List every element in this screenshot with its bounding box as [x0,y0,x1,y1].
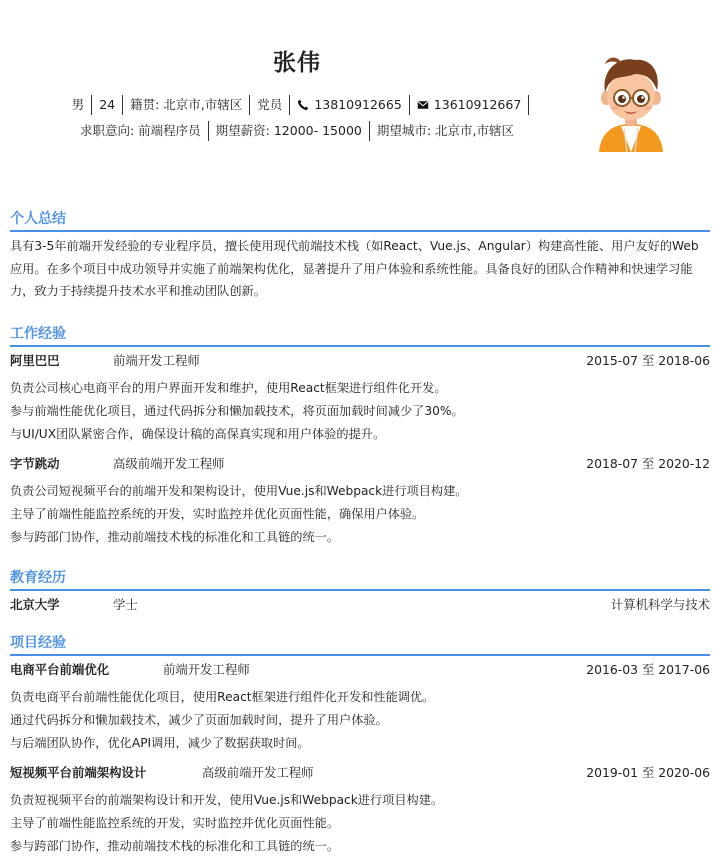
expected-city: 期望城市: 北京市,市辖区 [376,123,515,138]
political-status: 党员 [250,95,290,115]
phone-icon [297,99,309,111]
duty-line: 参与前端性能优化项目，通过代码拆分和懒加载技术，将页面加载时间减少了30%。 [10,403,464,418]
job-date: 2018-07 至 2020-12 [586,456,710,472]
duty-line: 主导了前端性能监控系统的开发，实时监控并优化页面性能，确保用户体验。 [10,507,425,522]
project-line: 与后端团队协作，优化API调用，减少了数据获取时间。 [10,735,310,750]
summary-section [10,208,710,303]
project-header [10,762,710,784]
project-line: 主导了前端性能监控系统的开发，实时监控并优化页面性能。 [10,816,340,831]
envelope-icon [417,99,429,111]
project-line: 负责短视频平台的前端架构设计和开发，使用Vue.js和Webpack进行项目构建。 [10,793,444,808]
project-role: 高级前端开发工程师 [202,765,314,781]
project-header [10,659,710,681]
summary-text: 具有3-5年前端开发经验的专业程序员，擅长使用现代前端技术栈（如React、Vue.js、Angular）构建高性能、用户友好的Web应用。在多个项目中成功领导并实施了前端架构优化，显著提升了用户体验和系统性能。具备良好的团队合作精神和快速学习能力，致力于持续提升技术水平和推动团队创新。 [10,239,699,298]
summary-title: 个人总结 [10,208,710,232]
email-value: 13610912667 [433,97,522,112]
gender: 男 [65,95,93,115]
company-name: 字节跳动 [10,456,60,472]
education-row [10,594,710,616]
intention-row [0,121,594,141]
project-role: 前端开发工程师 [163,662,250,677]
education-section [10,567,710,616]
job-role: 前端开发工程师 [113,353,200,368]
duty-line: 负责公司核心电商平台的用户界面开发和维护，使用React框架进行组件化开发。 [10,381,447,395]
job-intention: 求职意向: 前端程序员 [73,121,209,141]
job-date: 2015-07 至 2018-06 [586,353,710,368]
project-name: 电商平台前端优化 [10,662,110,677]
hometown: 籍贯: 北京市,市辖区 [123,95,250,115]
projects-section [10,632,710,858]
work-title: 工作经验 [10,323,710,347]
education-title: 教育经历 [10,567,710,591]
phone-number: 13810912665 [314,97,402,112]
person-name: 张伟 [273,50,321,76]
job-duties [10,480,710,548]
project-line: 参与跨部门协作，推动前端技术栈的标准化和工具链的统一。 [10,838,340,853]
job-duties [10,377,710,445]
email-item [410,95,529,115]
job-header [10,350,710,372]
duty-line: 负责公司短视频平台的前端开发和架构设计，使用Vue.js和Webpack进行项目构建。 [10,484,468,499]
duty-line: 参与跨部门协作，推动前端技术栈的标准化和工具链的统一。 [10,529,340,544]
duty-line: 与UI/UX团队紧密合作，确保设计稿的高保真实现和用户体验的提升。 [10,426,386,441]
age: 24 [92,95,123,115]
project-details [10,686,710,754]
project-date: 2019-01 至 2020-06 [586,765,710,781]
projects-title: 项目经验 [10,632,710,656]
project-date: 2016-03 至 2017-06 [586,662,710,677]
basic-info-row [0,95,594,115]
project-line: 通过代码拆分和懒加载技术，减少了页面加载时间，提升了用户体验。 [10,712,388,727]
expected-salary: 期望薪资: 12000- 15000 [209,121,370,141]
avatar [591,52,671,152]
school-name: 北京大学 [10,597,60,612]
project-line: 负责电商平台前端性能优化项目，使用React框架进行组件化开发和性能调优。 [10,690,435,704]
major: 计算机科学与技术 [610,597,710,612]
project-name: 短视频平台前端架构设计 [10,765,147,781]
company-name: 阿里巴巴 [10,353,60,368]
resume-header [0,0,723,190]
phone-item [290,95,409,115]
degree: 学士 [113,597,138,612]
job-role: 高级前端开发工程师 [113,456,225,472]
job-header [10,453,710,475]
work-section [10,323,710,549]
project-details [10,789,710,857]
